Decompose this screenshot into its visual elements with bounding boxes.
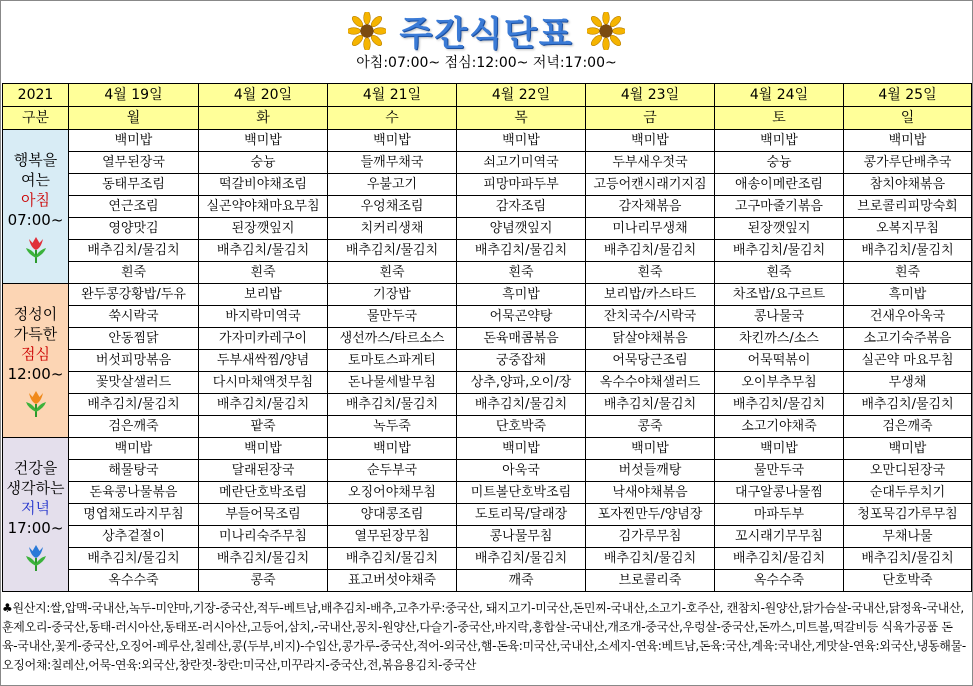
- menu-cell: 차킨까스/소스: [715, 328, 844, 350]
- menu-cell: 바지락미역국: [199, 306, 328, 328]
- menu-cell: 옥수수야채샐러드: [586, 372, 715, 394]
- section-label-line2: 가득한: [13, 324, 58, 343]
- menu-cell: 차조밥/요구르트: [715, 284, 844, 306]
- menu-cell: 백미밥: [69, 438, 199, 460]
- menu-cell: 배추김치/물김치: [457, 548, 586, 570]
- menu-cell: 백미밥: [199, 130, 328, 152]
- menu-cell: 토마토스파게티: [328, 350, 457, 372]
- menu-cell: 흑미밥: [457, 284, 586, 306]
- dinner-row: [3, 526, 972, 548]
- menu-cell: 쑥시락국: [69, 306, 199, 328]
- menu-cell: 팥죽: [199, 416, 328, 438]
- menu-cell: 물만두국: [328, 306, 457, 328]
- menu-cell: 단호박죽: [844, 570, 972, 592]
- menu-cell: 검은깨죽: [844, 416, 972, 438]
- menu-cell: 백미밥: [69, 130, 199, 152]
- menu-cell: 실곤약 마요무침: [844, 350, 972, 372]
- weekday-cell: 목: [457, 107, 586, 130]
- menu-cell: 소고기숙주볶음: [844, 328, 972, 350]
- menu-cell: 미나리무생채: [586, 218, 715, 240]
- dinner-row: [3, 482, 972, 504]
- menu-cell: 참치야채볶음: [844, 174, 972, 196]
- weekday-row: [3, 107, 972, 130]
- menu-cell: 백미밥: [199, 438, 328, 460]
- menu-cell: 흰죽: [715, 262, 844, 284]
- menu-cell: 순대두루치기: [844, 482, 972, 504]
- menu-cell: 옥수수죽: [69, 570, 199, 592]
- menu-cell: 어묵당근조림: [586, 350, 715, 372]
- menu-table: [2, 83, 972, 592]
- menu-cell: 고등어캔시래기지짐: [586, 174, 715, 196]
- lunch-row: [3, 416, 972, 438]
- menu-cell: 버섯피망볶음: [69, 350, 199, 372]
- lunch-row: [3, 350, 972, 372]
- breakfast-row: [3, 218, 972, 240]
- menu-cell: 백미밥: [844, 438, 972, 460]
- menu-cell: 열무된장국: [69, 152, 199, 174]
- menu-cell: 치커리생채: [328, 218, 457, 240]
- menu-cell: 대구알콩나물찜: [715, 482, 844, 504]
- menu-cell: 배추김치/물김치: [328, 548, 457, 570]
- menu-cell: 어묵곤약탕: [457, 306, 586, 328]
- lunch-row: [3, 284, 972, 306]
- menu-cell: 배추김치/물김치: [457, 240, 586, 262]
- menu-cell: 보리밥/카스타드: [586, 284, 715, 306]
- weekday-cell: 수: [328, 107, 457, 130]
- menu-cell: 명엽채도라지무침: [69, 504, 199, 526]
- menu-cell: 흑미밥: [844, 284, 972, 306]
- menu-cell: 두부새싹찜/양념: [199, 350, 328, 372]
- dinner-row: [3, 438, 972, 460]
- breakfast-row: [3, 152, 972, 174]
- date-cell: 4월 19일: [69, 84, 199, 107]
- menu-cell: 무생채: [844, 372, 972, 394]
- lunch-row: [3, 394, 972, 416]
- menu-cell: 버섯들깨탕: [586, 460, 715, 482]
- menu-cell: 애송이메란조림: [715, 174, 844, 196]
- menu-cell: 배추김치/물김치: [199, 240, 328, 262]
- menu-cell: 돈나물세발무침: [328, 372, 457, 394]
- menu-cell: 생선까스/타르소스: [328, 328, 457, 350]
- menu-cell: 백미밥: [457, 130, 586, 152]
- weekday-cell: 금: [586, 107, 715, 130]
- menu-cell: 백미밥: [844, 130, 972, 152]
- tulip-icon: [21, 234, 51, 264]
- breakfast-row: [3, 240, 972, 262]
- menu-cell: 달래된장국: [199, 460, 328, 482]
- menu-cell: 흰죽: [844, 262, 972, 284]
- menu-cell: 돈육매콤볶음: [457, 328, 586, 350]
- menu-cell: 메란단호박조림: [199, 482, 328, 504]
- date-cell: 4월 22일: [457, 84, 586, 107]
- menu-cell: 백미밥: [586, 130, 715, 152]
- sunflower-icon: [587, 12, 625, 50]
- menu-cell: 배추김치/물김치: [199, 548, 328, 570]
- menu-cell: 쇠고기미역국: [457, 152, 586, 174]
- sunflower-icon: [348, 12, 386, 50]
- menu-cell: 흰죽: [586, 262, 715, 284]
- weekday-cell: 토: [715, 107, 844, 130]
- menu-cell: 해물탕국: [69, 460, 199, 482]
- menu-cell: 된장깻잎지: [715, 218, 844, 240]
- tulip-icon: [21, 542, 51, 572]
- menu-cell: 보리밥: [199, 284, 328, 306]
- breakfast-row: [3, 130, 972, 152]
- menu-cell: 콩가루단배추국: [844, 152, 972, 174]
- menu-cell: 배추김치/물김치: [844, 548, 972, 570]
- menu-cell: 양대콩조림: [328, 504, 457, 526]
- menu-cell: 실곤약야채마요무침: [199, 196, 328, 218]
- menu-cell: 감자채볶음: [586, 196, 715, 218]
- meal-name: 아침: [21, 190, 50, 209]
- menu-cell: 숭늉: [715, 152, 844, 174]
- lunch-row: [3, 306, 972, 328]
- meal-time: 07:00~: [7, 210, 64, 229]
- menu-cell: 백미밥: [328, 438, 457, 460]
- menu-cell: 어묵떡볶이: [715, 350, 844, 372]
- menu-cell: 배추김치/물김치: [844, 394, 972, 416]
- tulip-icon: [21, 388, 51, 418]
- section-label-line1: 건강을: [13, 458, 58, 477]
- menu-cell: 배추김치/물김치: [69, 548, 199, 570]
- menu-cell: 고구마줄기볶음: [715, 196, 844, 218]
- section-label-line2: 생각하는: [6, 478, 65, 497]
- menu-cell: 낙새야채볶음: [586, 482, 715, 504]
- menu-cell: 흰죽: [69, 262, 199, 284]
- menu-cell: 안동찜닭: [69, 328, 199, 350]
- menu-cell: 흰죽: [457, 262, 586, 284]
- menu-cell: 배추김치/물김치: [586, 240, 715, 262]
- menu-cell: 소고기야채죽: [715, 416, 844, 438]
- menu-cell: 된장깻잎지: [199, 218, 328, 240]
- menu-cell: 열무된장무침: [328, 526, 457, 548]
- menu-cell: 돈육콩나물볶음: [69, 482, 199, 504]
- meal-time: 12:00~: [7, 364, 64, 383]
- date-cell: 4월 23일: [586, 84, 715, 107]
- menu-cell: 오이부추무침: [715, 372, 844, 394]
- menu-cell: 백미밥: [715, 438, 844, 460]
- dinner-row: [3, 504, 972, 526]
- date-cell: 4월 25일: [844, 84, 972, 107]
- lunch-row: [3, 328, 972, 350]
- menu-cell: 표고버섯야채죽: [328, 570, 457, 592]
- menu-cell: 미트볼단호박조림: [457, 482, 586, 504]
- meal-times: 아침:07:00~ 점심:12:00~ 저녁:17:00~: [356, 55, 617, 71]
- menu-cell: 배추김치/물김치: [844, 240, 972, 262]
- menu-cell: 녹두죽: [328, 416, 457, 438]
- menu-cell: 배추김치/물김치: [457, 394, 586, 416]
- menu-cell: 청포묵김가루무침: [844, 504, 972, 526]
- menu-cell: 미나리숙주무침: [199, 526, 328, 548]
- meal-time: 17:00~: [7, 518, 64, 537]
- menu-cell: 배추김치/물김치: [586, 548, 715, 570]
- menu-cell: 잔치국수/시락국: [586, 306, 715, 328]
- menu-cell: 꽃맛살샐러드: [69, 372, 199, 394]
- menu-cell: 브로콜리죽: [586, 570, 715, 592]
- menu-cell: 오만디된장국: [844, 460, 972, 482]
- menu-cell: 백미밥: [328, 130, 457, 152]
- menu-cell: 양념깻잎지: [457, 218, 586, 240]
- weekday-cell: 일: [844, 107, 972, 130]
- menu-cell: 포자찐만두/양념장: [586, 504, 715, 526]
- lunch-label-cell: [3, 284, 69, 438]
- lunch-row: [3, 372, 972, 394]
- menu-cell: 도토리묵/달래장: [457, 504, 586, 526]
- meal-name: 저녁: [21, 498, 50, 517]
- title-row: [0, 6, 973, 55]
- breakfast-row: [3, 262, 972, 284]
- breakfast-label-cell: [3, 130, 69, 284]
- date-cell: 4월 24일: [715, 84, 844, 107]
- menu-cell: 백미밥: [715, 130, 844, 152]
- menu-cell: 흰죽: [328, 262, 457, 284]
- weekday-cell: 화: [199, 107, 328, 130]
- weekday-cell: 월: [69, 107, 199, 130]
- menu-cell: 다시마채액젓무침: [199, 372, 328, 394]
- menu-cell: 상추겉절이: [69, 526, 199, 548]
- menu-cell: 검은깨죽: [69, 416, 199, 438]
- menu-cell: 영양맛김: [69, 218, 199, 240]
- menu-table-body: [3, 84, 972, 592]
- breakfast-row: [3, 174, 972, 196]
- menu-cell: 오징어야채무침: [328, 482, 457, 504]
- menu-cell: 아욱국: [457, 460, 586, 482]
- menu-cell: 단호박죽: [457, 416, 586, 438]
- section-label-line1: 정성이: [13, 304, 58, 323]
- date-cell: 4월 21일: [328, 84, 457, 107]
- dinner-row: [3, 460, 972, 482]
- menu-cell: 오복지무침: [844, 218, 972, 240]
- menu-cell: 부들어묵조림: [199, 504, 328, 526]
- menu-cell: 김가루무침: [586, 526, 715, 548]
- menu-cell: 떡갈비야채조림: [199, 174, 328, 196]
- menu-cell: 궁중잡채: [457, 350, 586, 372]
- year-cell: 2021: [3, 84, 69, 107]
- menu-cell: 배추김치/물김치: [715, 548, 844, 570]
- section-label-line2: 여는: [21, 170, 50, 189]
- menu-cell: 우불고기: [328, 174, 457, 196]
- date-row: [3, 84, 972, 107]
- menu-cell: 가자미카레구이: [199, 328, 328, 350]
- date-cell: 4월 20일: [199, 84, 328, 107]
- menu-cell: 동태무조림: [69, 174, 199, 196]
- meal-name: 점심: [21, 344, 50, 363]
- menu-cell: 배추김치/물김치: [199, 394, 328, 416]
- menu-cell: 배추김치/물김치: [69, 240, 199, 262]
- menu-cell: 배추김치/물김치: [715, 240, 844, 262]
- menu-cell: 기장밥: [328, 284, 457, 306]
- menu-cell: 들깨무채국: [328, 152, 457, 174]
- menu-cell: 콩죽: [199, 570, 328, 592]
- menu-cell: 백미밥: [586, 438, 715, 460]
- dinner-row: [3, 570, 972, 592]
- breakfast-row: [3, 196, 972, 218]
- menu-cell: 건새우아욱국: [844, 306, 972, 328]
- menu-cell: 순두부국: [328, 460, 457, 482]
- menu-cell: 배추김치/물김치: [715, 394, 844, 416]
- header: [0, 0, 973, 83]
- menu-cell: 콩나물무침: [457, 526, 586, 548]
- menu-cell: 백미밥: [457, 438, 586, 460]
- menu-cell: 피망마파두부: [457, 174, 586, 196]
- menu-cell: 배추김치/물김치: [328, 394, 457, 416]
- section-label-line1: 행복을: [13, 150, 58, 169]
- dinner-label-cell: [3, 438, 69, 592]
- menu-cell: 물만두국: [715, 460, 844, 482]
- menu-cell: 깨죽: [457, 570, 586, 592]
- dinner-row: [3, 548, 972, 570]
- menu-cell: 연근조림: [69, 196, 199, 218]
- menu-cell: 브로콜리피망숙회: [844, 196, 972, 218]
- menu-cell: 배추김치/물김치: [69, 394, 199, 416]
- origin-notice: ♣원산지:쌀,압맥-국내산,녹두-미얀마,기장-중국산,적두-베트남,배추김치-배추,고추가루:중국산, 돼지고기-미국산,돈민찌-국내산,소고기-호주산, 캔참치-원양산,닭가슴살-국내산,닭정육-국내산,훈제오리-중국산,동태-러시아산,동태포-러시아산,고등어,삼치,-국내산,꽁치-원양산,다슬기-중국산,바지락,홍합살-국내산,개조개-중국산,우렁살-중국산,돈까스,미트볼,떡갈비등 식육가공품 돈육-국내산,꽃게-중국산,오징어-페루산,칠레산,콩(두부,비지)-수입산,콩가루-중국산,적어-외국산,햄-돈육:미국산,국내산,소세지-연육:베트남,돈육:국산,계육:국내산,게맛살-연육:외국산,냉동해물-오징어채:칠레산,어묵-연육:외국산,창란젓-창란:미국산,미꾸라지-중국산,전,볶음용김치-중국산: [2, 601, 966, 672]
- menu-cell: 흰죽: [199, 262, 328, 284]
- menu-cell: 콩나물국: [715, 306, 844, 328]
- menu-cell: 마파두부: [715, 504, 844, 526]
- menu-cell: 감자조림: [457, 196, 586, 218]
- menu-cell: 닭살야채볶음: [586, 328, 715, 350]
- menu-cell: 완두콩강황밥/두유: [69, 284, 199, 306]
- menu-cell: 두부새우젓국: [586, 152, 715, 174]
- page-title: 주간식단표: [399, 14, 574, 54]
- menu-cell: 무채나물: [844, 526, 972, 548]
- menu-cell: 꼬시래기무무침: [715, 526, 844, 548]
- menu-cell: 상추,양파,오이/장: [457, 372, 586, 394]
- menu-cell: 콩죽: [586, 416, 715, 438]
- menu-cell: 우엉채조림: [328, 196, 457, 218]
- menu-cell: 배추김치/물김치: [328, 240, 457, 262]
- menu-cell: 배추김치/물김치: [586, 394, 715, 416]
- menu-cell: 숭늉: [199, 152, 328, 174]
- menu-cell: 옥수수죽: [715, 570, 844, 592]
- gubun-cell: 구분: [3, 107, 69, 130]
